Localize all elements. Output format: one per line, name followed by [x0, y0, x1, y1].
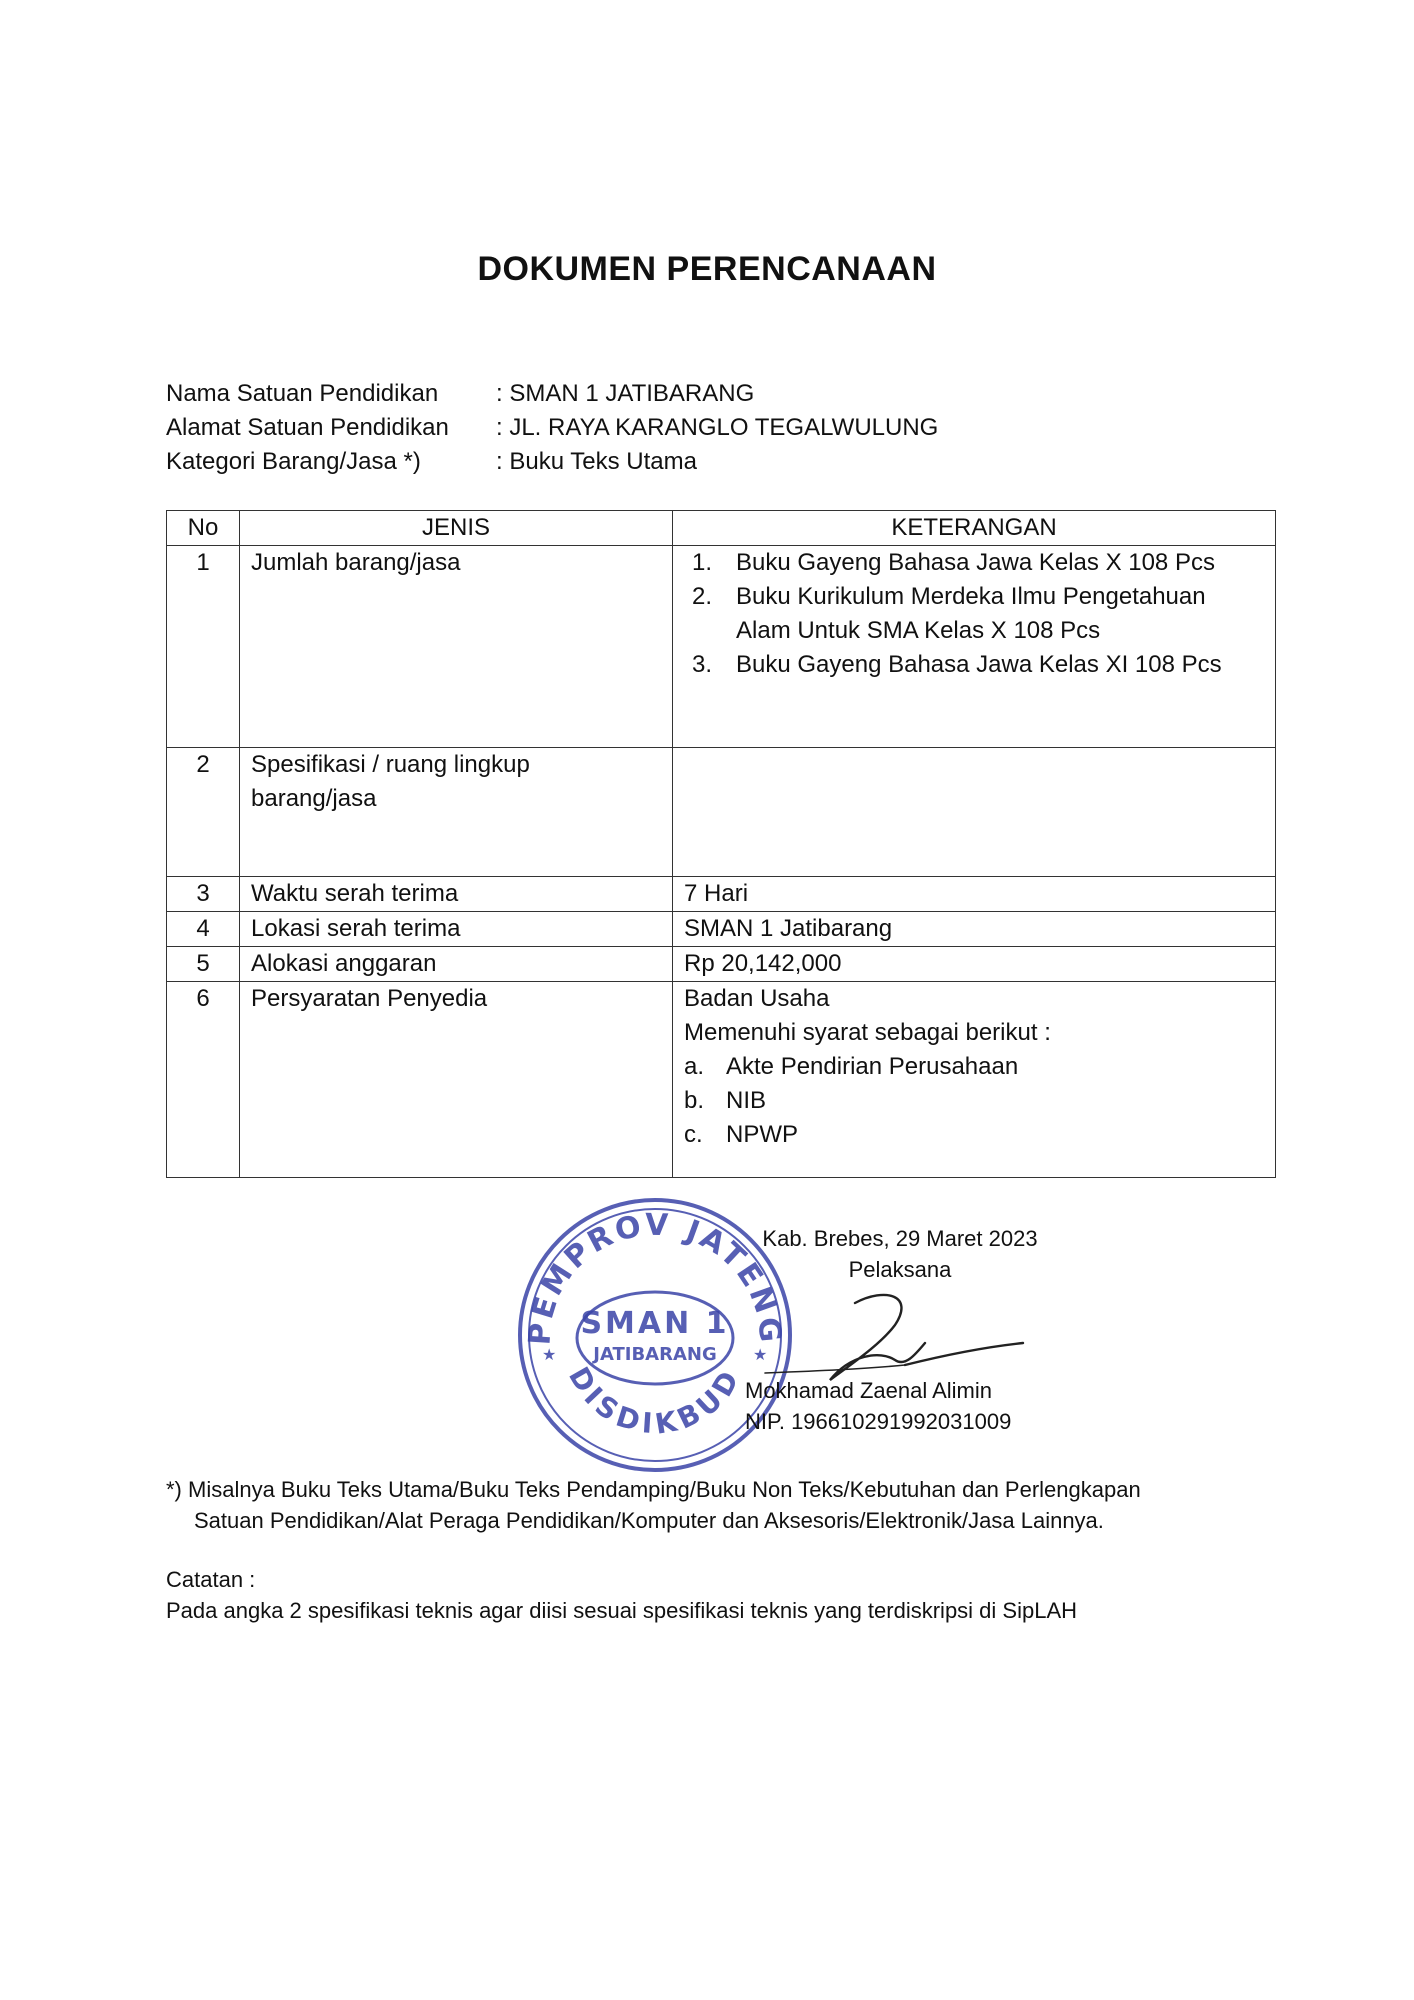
footnote-line: *) Misalnya Buku Teks Utama/Buku Teks Pendamping/Buku Non Teks/Kebutuhan dan Perlengkapan [166, 1477, 1141, 1502]
list-text: NPWP [726, 1121, 798, 1148]
planning-table [166, 510, 1276, 1178]
row-no: 6 [167, 982, 240, 1178]
requirement-intro: Memenuhi syarat sebagai berikut : [684, 1019, 1051, 1046]
header-keterangan: KETERANGAN [673, 511, 1276, 546]
signer-role: Pelaksana [848, 1257, 952, 1282]
list-marker: b. [684, 1087, 705, 1114]
list-text: Akte Pendirian Perusahaan [726, 1053, 1019, 1080]
info-label: Alamat Satuan Pendidikan [166, 414, 449, 441]
requirement-list [684, 1050, 1264, 1152]
row-no: 3 [167, 877, 240, 912]
stamp-top-text: PEMPROV JATENG [522, 1207, 788, 1347]
row-jenis: Jumlah barang/jasa [240, 546, 673, 748]
table-row [167, 947, 1276, 982]
info-value: : SMAN 1 JATIBARANG [496, 380, 755, 407]
info-value: : JL. RAYA KARANGLO TEGALWULUNG [496, 414, 939, 441]
row-jenis: Persyaratan Penyedia [240, 982, 673, 1178]
list-marker: c. [684, 1121, 703, 1148]
book-list [684, 546, 1264, 682]
info-row-name [166, 377, 938, 411]
info-label: Nama Satuan Pendidikan [166, 380, 439, 407]
footnote [166, 1474, 1141, 1536]
note-label: Catatan : [166, 1567, 256, 1592]
list-marker: 2. [692, 583, 713, 610]
row-jenis: Spesifikasi / ruang lingkup barang/jasa [240, 748, 673, 877]
row-no: 1 [167, 546, 240, 748]
list-item [692, 580, 1264, 648]
row-keterangan [673, 748, 1276, 877]
table-header [167, 511, 1276, 546]
row-keterangan: 7 Hari [673, 877, 1276, 912]
list-text: Buku Gayeng Bahasa Jawa Kelas XI 108 Pcs [736, 651, 1222, 678]
info-label: Kategori Barang/Jasa *) [166, 448, 421, 475]
list-marker: a. [684, 1053, 705, 1080]
svg-text:★: ★ [753, 1345, 768, 1364]
list-item [692, 648, 1264, 682]
row-no: 5 [167, 947, 240, 982]
table-row [167, 912, 1276, 947]
stamp-bottom-text: DISDIKBUD [562, 1361, 748, 1441]
table-row [167, 877, 1276, 912]
stamp-center-1: SMAN 1 [580, 1306, 730, 1341]
table-row [167, 982, 1276, 1178]
row-jenis: Waktu serah terima [240, 877, 673, 912]
list-item [684, 1084, 1264, 1118]
list-marker: 1. [692, 549, 713, 576]
place-date: Kab. Brebes, 29 Maret 2023 [762, 1226, 1038, 1251]
signer-name: Mokhamad Zaenal Alimin [745, 1378, 993, 1403]
row-keterangan: SMAN 1 Jatibarang [673, 912, 1276, 947]
document-title: DOKUMEN PERENCANAAN [477, 250, 937, 288]
provider-type: Badan Usaha [684, 985, 830, 1012]
header-jenis: JENIS [240, 511, 673, 546]
row-no: 4 [167, 912, 240, 947]
signer-nip: NIP. 196610291992031009 [745, 1409, 1012, 1434]
row-jenis: Alokasi anggaran [240, 947, 673, 982]
row-keterangan: Rp 20,142,000 [673, 947, 1276, 982]
list-marker: 3. [692, 651, 713, 678]
row-no: 2 [167, 748, 240, 877]
handwritten-signature [755, 1285, 1025, 1405]
school-info [166, 377, 938, 479]
list-text: Buku Kurikulum Merdeka Ilmu Pengetahuan Alam Untuk SMA Kelas X 108 Pcs [736, 583, 1206, 644]
row-keterangan [673, 982, 1276, 1178]
list-text: Buku Gayeng Bahasa Jawa Kelas X 108 Pcs [736, 549, 1215, 576]
svg-text:★: ★ [542, 1345, 557, 1364]
table-row [167, 546, 1276, 748]
info-row-category [166, 445, 938, 479]
row-jenis: Lokasi serah terima [240, 912, 673, 947]
list-item [692, 546, 1264, 580]
note [166, 1564, 1077, 1626]
info-row-address [166, 411, 938, 445]
note-text: Pada angka 2 spesifikasi teknis agar diisi sesuai spesifikasi teknis yang terdiskripsi di SipLAH [166, 1598, 1078, 1623]
stamp-center-2: JATIBARANG [593, 1344, 717, 1365]
header-no: No [167, 511, 240, 546]
list-item [684, 1050, 1264, 1084]
footnote-line: Satuan Pendidikan/Alat Peraga Pendidikan/Komputer dan Aksesoris/Elektronik/Jasa Lainnya. [194, 1508, 1104, 1533]
row-keterangan [673, 546, 1276, 748]
list-item [684, 1118, 1264, 1152]
list-text: NIB [726, 1087, 767, 1114]
table-row [167, 748, 1276, 877]
info-value: : Buku Teks Utama [496, 448, 697, 475]
